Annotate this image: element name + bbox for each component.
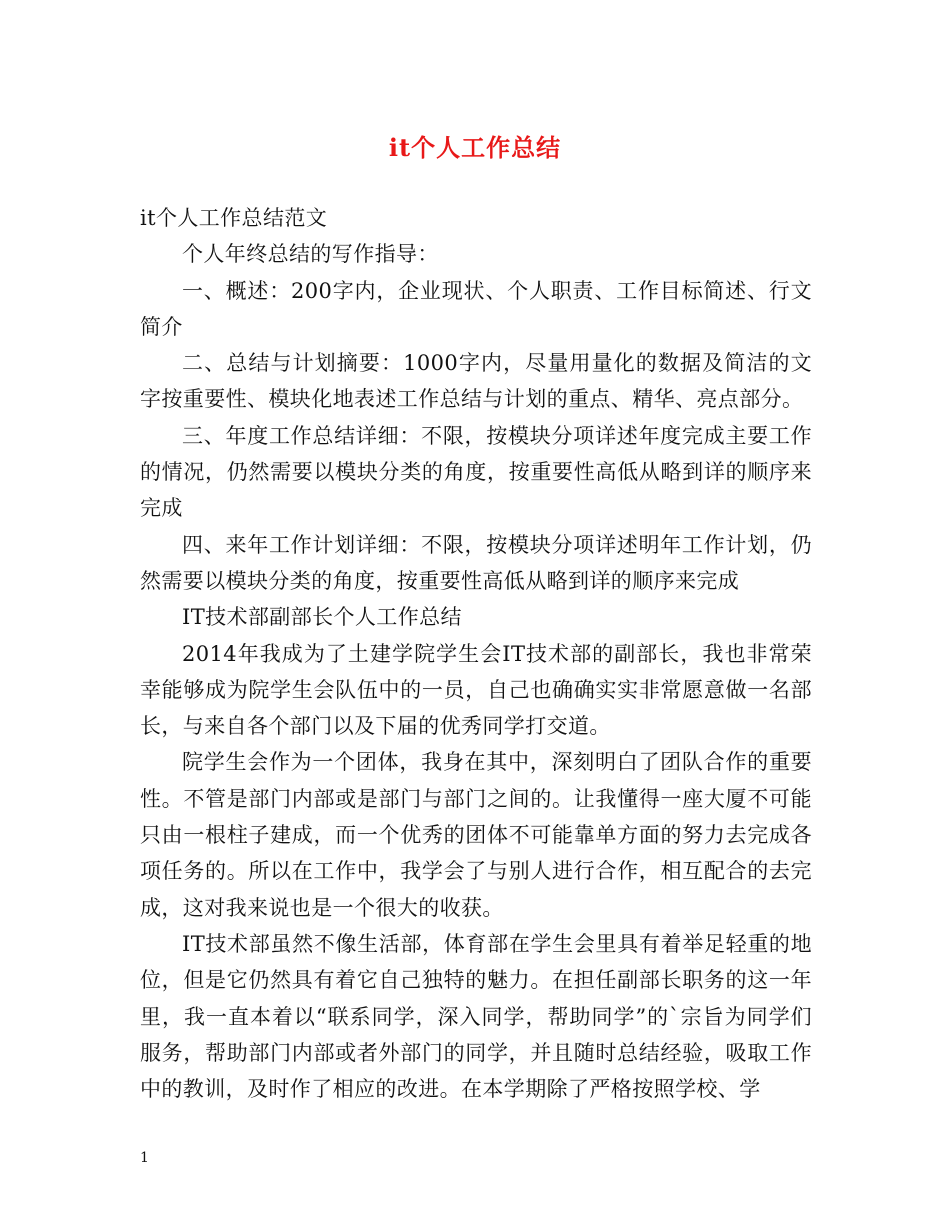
paragraph-body: 院学生会作为一个团体，我身在其中，深刻明白了团队合作的重要性。不管是部门内部或是部门与部门之间的。让我懂得一座大厦不可能只由一根柱子建成，而一个优秀的团体不可能靠单方面的努力去完成各项任务的。所以在工作中，我学会了与别人进行合作，相互配合的去完成，这对我来说也是一个很大的收获。: [140, 750, 812, 920]
document-title: it个人工作总结: [388, 133, 562, 162]
paragraph-body: 2014年我成为了土建学院学生会IT技术部的副部长，我也非常荣幸能够成为院学生会队伍中的一员，自己也确确实实非常愿意做一名部长，与来自各个部门以及下届的优秀同学打交道。: [140, 641, 812, 739]
paragraph-subtitle: it个人工作总结范文: [140, 206, 328, 230]
paragraph-section-heading: IT技术部副部长个人工作总结: [182, 605, 462, 630]
paragraph-annual-detail: 三、年度工作总结详细：不限，按模块分项详述年度完成主要工作的情况，仍然需要以模块分类的角度，按重要性高低从略到详的顺序来完成: [140, 423, 812, 521]
paragraph-writing-guide: 个人年终总结的写作指导：: [182, 242, 439, 267]
paragraph-body: IT技术部虽然不像生活部，体育部在学生会里具有着举足轻重的地位，但是它仍然具有着它自己独特的魅力。在担任副部长职务的这一年里，我一直本着以“联系同学，深入同学，帮助同学”的`宗旨为同学们服务，帮助部门内部或者外部门的同学，并且随时总结经验，吸取工作中的教训，及时作了相应的改进。在本学期除了严格按照学校、学: [140, 931, 812, 1102]
document-body: [140, 200, 812, 1107]
paragraph-next-year-plan: 四、来年工作计划详细：不限，按模块分项详述明年工作计划，仍然需要以模块分类的角度，按重要性高低从略到详的顺序来完成: [140, 532, 812, 593]
paragraph-summary-plan: 二、总结与计划摘要：1000字内，尽量用量化的数据及简洁的文字按重要性、模块化地表述工作总结与计划的重点、精华、亮点部分。: [140, 351, 812, 412]
page-number: 1: [140, 1150, 149, 1166]
paragraph-overview: 一、概述：200字内，企业现状、个人职责、工作目标简述、行文简介: [140, 278, 812, 339]
